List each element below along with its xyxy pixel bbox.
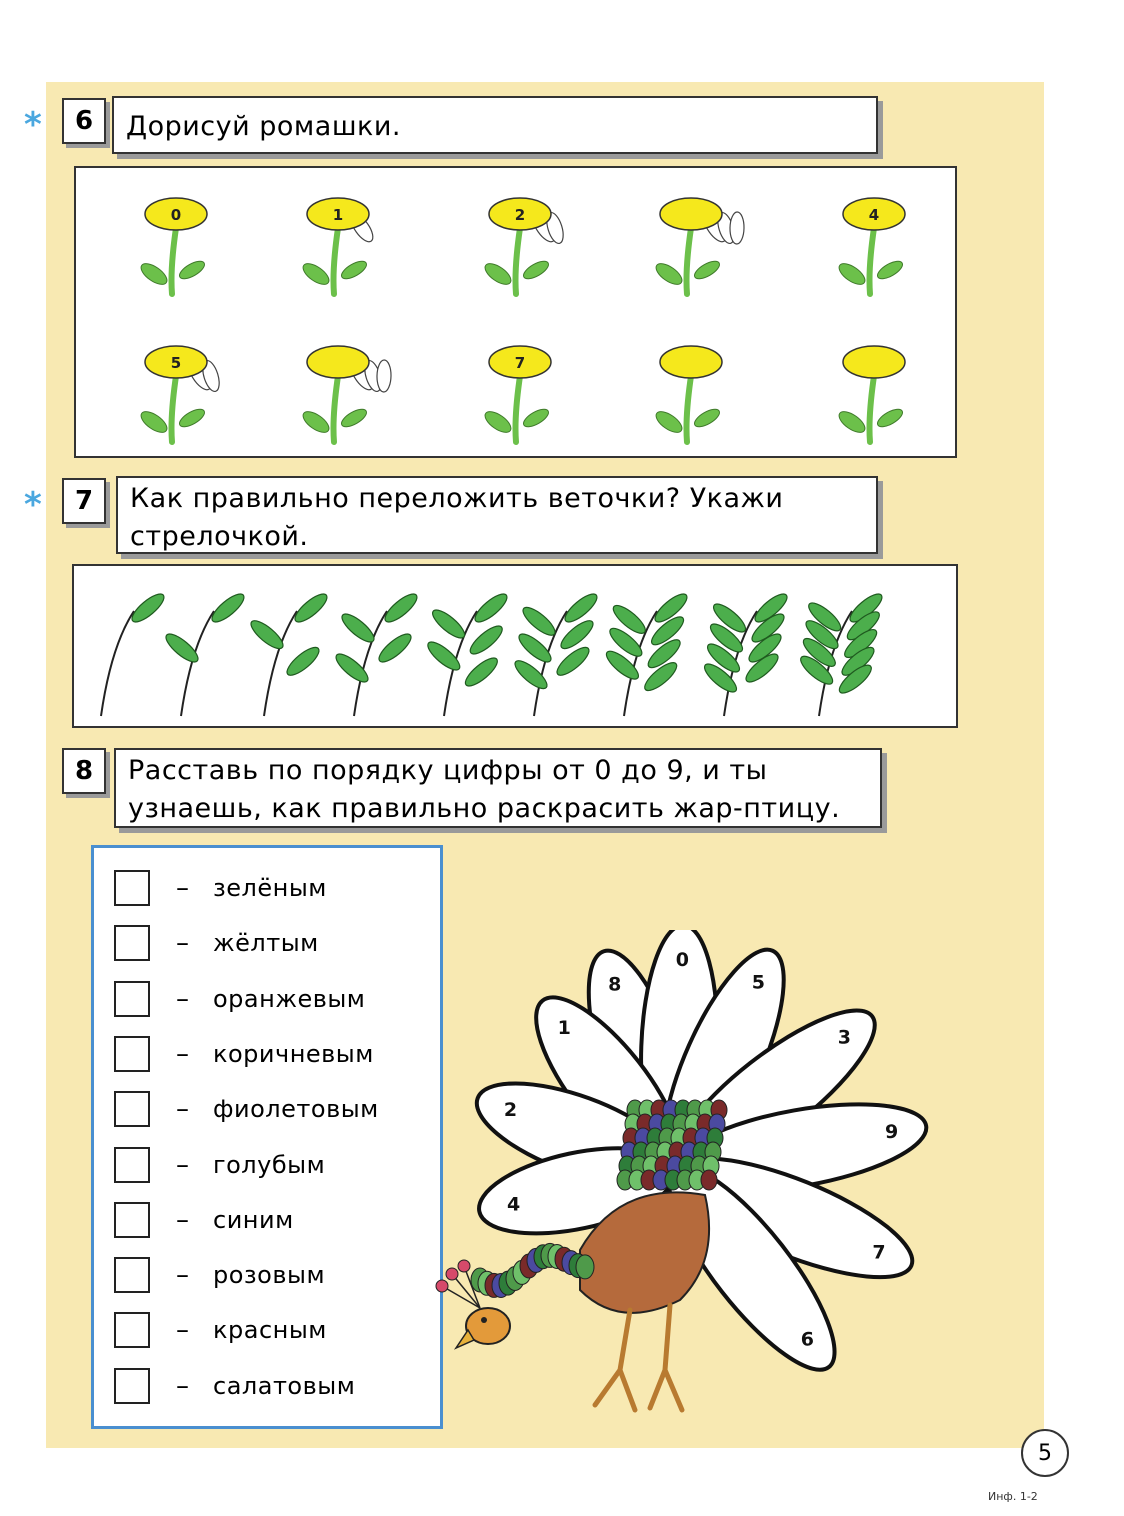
color-label: красным bbox=[213, 1316, 327, 1345]
task8-number: 8 bbox=[62, 748, 106, 794]
branch-6 bbox=[603, 590, 691, 716]
daisy-leaf bbox=[300, 408, 333, 437]
number-checkbox[interactable] bbox=[114, 981, 150, 1017]
daisy-1 bbox=[300, 198, 377, 294]
daisy-leaf bbox=[138, 260, 171, 289]
feather-number: 6 bbox=[800, 1328, 814, 1351]
legend-row bbox=[114, 1366, 355, 1406]
daisy-leaf bbox=[339, 406, 369, 430]
crest-tip bbox=[446, 1268, 458, 1280]
color-label: голубым bbox=[213, 1150, 326, 1179]
branch-3 bbox=[332, 590, 421, 716]
legend-row bbox=[114, 923, 319, 963]
daisy-leaf bbox=[177, 258, 207, 282]
crest-tip bbox=[458, 1260, 470, 1272]
branch-leaf bbox=[291, 590, 331, 626]
feather-number: 0 bbox=[675, 949, 689, 972]
branch-8 bbox=[797, 590, 886, 716]
daisy-4 bbox=[836, 198, 905, 294]
daisy-drawing bbox=[76, 168, 956, 458]
daisy-8 bbox=[653, 346, 722, 442]
daisy-center bbox=[307, 346, 369, 378]
daisy-leaf bbox=[138, 408, 171, 437]
legend-row bbox=[114, 868, 327, 908]
legend-dash: – bbox=[176, 983, 189, 1014]
daisy-leaf bbox=[339, 258, 369, 282]
daisy-number: 1 bbox=[332, 206, 344, 224]
branch-leaf bbox=[429, 606, 469, 642]
legend-dash: – bbox=[176, 1038, 189, 1069]
color-label: оранжевым bbox=[213, 984, 366, 1013]
legend-row bbox=[114, 1034, 374, 1074]
daisy-leaf bbox=[521, 258, 551, 282]
legend-dash: – bbox=[176, 873, 189, 903]
color-label: зелёным bbox=[213, 874, 327, 902]
number-checkbox[interactable] bbox=[114, 1147, 150, 1183]
task7-text: Как правильно переложить веточки? Укажи стрелочкой. bbox=[116, 476, 878, 554]
number-checkbox[interactable] bbox=[114, 1312, 150, 1348]
branch-leaf bbox=[208, 590, 248, 626]
daisy-leaf bbox=[482, 260, 515, 289]
branch-leaf bbox=[283, 643, 323, 679]
branch-7 bbox=[701, 590, 791, 716]
legend-dash: – bbox=[176, 928, 189, 959]
number-checkbox[interactable] bbox=[114, 925, 150, 961]
branch-stem bbox=[181, 611, 214, 716]
branch-0 bbox=[101, 590, 168, 716]
star-icon: * bbox=[24, 105, 42, 145]
daisy-leaf bbox=[177, 406, 207, 430]
chest-scales bbox=[617, 1100, 727, 1190]
color-label: синим bbox=[213, 1205, 294, 1234]
legend-dash: – bbox=[176, 1204, 189, 1235]
daisy-number: 7 bbox=[514, 354, 526, 372]
daisy-center bbox=[843, 346, 905, 378]
number-checkbox[interactable] bbox=[114, 870, 150, 906]
task6-text: Дорисуй ромашки. bbox=[112, 96, 878, 154]
feather-number: 3 bbox=[837, 1026, 852, 1049]
legend-dash: – bbox=[176, 1370, 189, 1401]
daisy-leaf bbox=[300, 260, 333, 289]
neck-scale bbox=[576, 1255, 594, 1279]
legend-row bbox=[114, 1145, 325, 1185]
daisy-stem bbox=[172, 376, 177, 442]
daisy-stem bbox=[687, 228, 692, 294]
feather-number: 2 bbox=[503, 1099, 518, 1122]
number-checkbox[interactable] bbox=[114, 1091, 150, 1127]
daisy-stem bbox=[172, 228, 177, 294]
legend-row bbox=[114, 979, 365, 1019]
daisy-9 bbox=[836, 346, 905, 442]
daisy-0 bbox=[138, 198, 207, 294]
bird-legs bbox=[595, 1305, 682, 1410]
branch-leaf bbox=[375, 630, 415, 666]
branch-4 bbox=[424, 590, 511, 716]
daisy-stem bbox=[870, 228, 875, 294]
daisy-stem bbox=[687, 376, 692, 442]
branch-5 bbox=[511, 590, 601, 716]
daisy-3 bbox=[653, 198, 745, 294]
daisy-leaf bbox=[521, 406, 551, 430]
daisy-leaf bbox=[836, 260, 869, 289]
feather-number: 5 bbox=[751, 971, 765, 994]
star-icon: * bbox=[24, 485, 42, 525]
branch-leaf bbox=[466, 622, 506, 658]
bird-eye bbox=[481, 1317, 487, 1323]
daisy-stem bbox=[334, 376, 339, 442]
page-number: 5 bbox=[1021, 1429, 1069, 1477]
daisy-petal bbox=[377, 360, 392, 392]
branch-leaf bbox=[338, 610, 378, 646]
daisy-stem bbox=[516, 376, 521, 442]
daisy-leaf bbox=[653, 260, 686, 289]
legend-dash: – bbox=[176, 1149, 189, 1180]
color-label: коричневым bbox=[213, 1039, 374, 1068]
branch-2 bbox=[247, 590, 331, 716]
color-legend bbox=[91, 845, 443, 1429]
task7-number: 7 bbox=[62, 478, 106, 524]
daisy-number: 4 bbox=[868, 206, 880, 224]
feather-number: 9 bbox=[885, 1120, 899, 1143]
daisy-leaf bbox=[875, 258, 905, 282]
daisy-stem bbox=[516, 228, 521, 294]
task8-text: Расставь по порядку цифры от 0 до 9, и ты узнаешь, как правильно раскрасить жар-птицу. bbox=[114, 748, 882, 828]
number-checkbox[interactable] bbox=[114, 1036, 150, 1072]
feather-number: 4 bbox=[506, 1193, 521, 1216]
color-label: жёлтым bbox=[213, 929, 319, 958]
daisy-stem bbox=[334, 228, 339, 294]
daisy-panel bbox=[74, 166, 957, 458]
branch-leaf bbox=[557, 616, 597, 652]
daisy-center bbox=[660, 346, 722, 378]
branch-leaf bbox=[128, 590, 168, 626]
crest-tip bbox=[436, 1280, 448, 1292]
chest-scale bbox=[701, 1170, 717, 1190]
daisy-leaf bbox=[692, 258, 722, 282]
color-label: фиолетовым bbox=[213, 1095, 379, 1124]
daisy-petal bbox=[730, 212, 745, 244]
daisy-leaf bbox=[836, 408, 869, 437]
branch-leaf bbox=[462, 654, 502, 690]
task6-number: 6 bbox=[62, 98, 106, 144]
daisy-2 bbox=[482, 198, 567, 294]
daisy-5 bbox=[138, 346, 223, 442]
legend-dash: – bbox=[176, 1094, 189, 1125]
daisy-leaf bbox=[482, 408, 515, 437]
daisy-stem bbox=[870, 376, 875, 442]
branch-leaf bbox=[553, 643, 593, 679]
legend-row bbox=[114, 1255, 325, 1295]
daisy-number: 5 bbox=[170, 354, 182, 372]
branch-1 bbox=[162, 590, 248, 716]
legend-dash: – bbox=[176, 1260, 189, 1291]
firebird-drawing bbox=[420, 930, 980, 1430]
feather-number: 7 bbox=[872, 1241, 886, 1264]
legend-row bbox=[114, 1200, 294, 1240]
branch-leaf bbox=[247, 616, 287, 652]
daisy-6 bbox=[300, 346, 392, 442]
branch-leaf bbox=[381, 590, 421, 626]
daisy-leaf bbox=[875, 406, 905, 430]
daisy-7 bbox=[482, 346, 551, 442]
daisy-center bbox=[660, 198, 722, 230]
number-checkbox[interactable] bbox=[114, 1257, 150, 1293]
color-label: розовым bbox=[213, 1261, 326, 1290]
number-checkbox[interactable] bbox=[114, 1368, 150, 1404]
legend-dash: – bbox=[176, 1315, 189, 1346]
neck-scales bbox=[471, 1243, 594, 1297]
branch-panel bbox=[72, 564, 958, 728]
branch-leaf bbox=[332, 650, 372, 686]
legend-row bbox=[114, 1310, 327, 1350]
daisy-leaf bbox=[653, 408, 686, 437]
legend-row bbox=[114, 1089, 379, 1129]
branch-stem bbox=[101, 611, 134, 716]
footer-code: Инф. 1-2 bbox=[988, 1490, 1038, 1503]
daisy-number: 0 bbox=[170, 206, 182, 224]
branch-leaf bbox=[561, 590, 601, 626]
daisy-number: 2 bbox=[514, 206, 526, 224]
feather-number: 8 bbox=[608, 973, 622, 996]
color-label: салатовым bbox=[213, 1371, 356, 1400]
feather-number: 1 bbox=[557, 1017, 571, 1040]
branch-leaf bbox=[471, 590, 511, 626]
daisy-leaf bbox=[692, 406, 722, 430]
number-checkbox[interactable] bbox=[114, 1202, 150, 1238]
branch-drawing bbox=[74, 566, 958, 728]
